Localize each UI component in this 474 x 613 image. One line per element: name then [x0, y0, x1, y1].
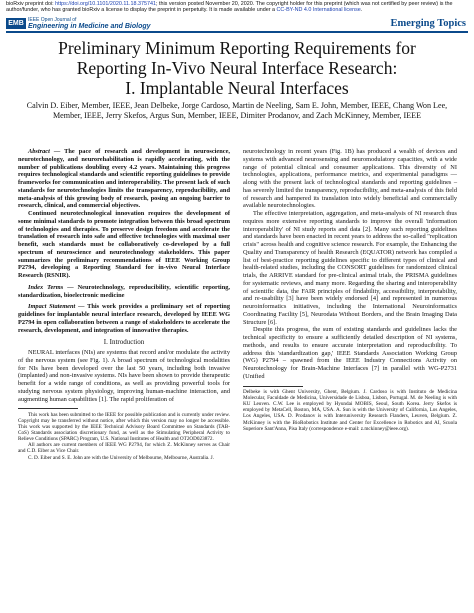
footnote-rule: [18, 408, 78, 409]
right-paragraph-1: neurotechnology in recent years (Fig. 1B) has produced a wealth of devices and systems with advanced neurosensing and neuromodulatory capacities, with a wide range of potential clinical and consumer applications. This diversity of NI technologies, applications, performance metrics, and experimental paradigms — along with the present lack of technological standards and reporting guidelines – has severely limited the transparency, reproducibility, and meta-analysis of this field of research and hampered its translation into widely beneficial and commercially available neurotechnologies.: [243, 148, 457, 210]
footnote-funding: This work has been submitted to the IEEE for possible publication and is currently under review. Copyright may be transferred without notice, after which this version may no longer be accessible. This work was supported by the IEEE Technical Advisory Board Committee on Standards (TAB-CoS) Standards association discretionary fund, as well as the Stimulating Peripheral Activity to Relieve Conditions (SPARC) Program, U.S. National Institutes of Health and OT2OD023872.: [18, 411, 230, 443]
header-rule: [6, 31, 468, 33]
impact-statement: [18, 303, 230, 334]
right-column: [243, 148, 457, 432]
preprint-notice: [6, 1, 468, 13]
emb-logo: EMB: [6, 18, 26, 29]
journal-prefix: IEEE Open Journal of: [28, 17, 77, 23]
impact-label: Impact Statement: [28, 303, 76, 311]
preprint-line2: (which was not certified by peer review) is the author/funder, who has granted bioRxiv a license to display the preprint in perpetuity. It is made: [6, 1, 453, 14]
abstract-text-1: — The pace of research and development in neuroscience, neurotechnology, and neurorehabilitation is rapidly accelerating, with the number of publications doubling every 4.2 years. Maintaining this progress requires technological standards and scientific reporting guidelines to provide frameworks for communication and interoperability. The present lack of such standards for neurotechnologies limits the transparency, reproducibility, and meta-analysis of this growing body of research, posing an ongoing barrier to research, clinical, and commercial objectives.: [18, 148, 230, 210]
license-link[interactable]: CC-BY-ND 4.0 International license: [276, 7, 361, 14]
footnote-affiliations: C. D. Eiber and S. E. John are with the University of Melbourne, Melbourne, Australia. J.: [28, 454, 214, 461]
preprint-line1b: ; this version posted November 20, 2020. The copyright holder for this preprint: [155, 1, 343, 7]
abstract-paragraph-1: [18, 148, 230, 210]
preprint-line1: bioRxiv preprint doi:: [6, 1, 56, 7]
right-footnote-rule: [243, 386, 303, 387]
left-column: [18, 148, 230, 461]
paper-title: [20, 38, 454, 98]
impact-text: — This work provides a preliminary set of reporting guidelines for implantable neural interface research, developed by IEEE WG P2794 in open collaboration between a range of stakeholders to accelerate the research, development, and integration of innovative therapies.: [18, 303, 230, 334]
section-topic: Emerging Topics: [390, 18, 466, 29]
doi-link[interactable]: https://doi.org/10.1101/2020.11.18.375741: [55, 1, 156, 7]
preprint-line3b: .: [360, 7, 363, 14]
section-heading: I. Introduction: [103, 338, 145, 347]
preprint-line3: available under a: [233, 7, 275, 14]
author-list: Calvin D. Eiber, Member, IEEE, Jean Delbeke, Jorge Cardoso, Martin de Neeling, Sam E. John, Member, IEEE, Chang Won Lee, Member, IEEE, Jerry Skefos, Argus Sun, Member, IEEE, Dimiter Prodanov, and Zach McKinney, Member, IEEE: [26, 101, 448, 121]
right-paragraph-3: Despite this progress, the sum of existing standards and guidelines lacks the technical specificity to ensure a sufficiently detailed description of NI systems, methods, and results to ensure accurate interpretation and reproducibility. To address this 'standardization gap,' IEEE Standards Association Working Group (WG) P2794 – spawned from the IEEE Industry Connections Activity on Neurotechnology for Brain-Machine Interfaces [7] in parallel with WG-P2731 (Unified: [243, 326, 457, 380]
abstract-label: Abstract: [28, 148, 50, 155]
right-footnote-affiliations: Delbeke is with Ghent University, Ghent, Belgium. J. Cardoso is with Instituto de Medicina Molecular, Faculdade de Medicina, Universidade de Lisboa, Lisbon, Portugal. M. de Neeling is with KU Leuven. C.W. Lee is employed by Hyundai MOBIS, Seoul, South Korea. Jerry Skefos is employed by MetaCell, Boston, MA, USA. A. Sun is with the University of California, Los Angeles, Los Angeles, USA. D. Prodanov is with Interuniversity Research Flanders, Leuven, Belgium. Z. McKinney is with the BioRobotics Institute and Center for Excellence in Robotics and AI, Scuola Superiore Sant'Anna, Pisa Italy (correspondence e-mail: z.mckinney@ieee.org).: [243, 389, 457, 432]
title-line-1: Preliminary Minimum Reporting Requirements for: [58, 38, 416, 58]
footnote-authors: All authors are current members of IEEE WG P2794, for which Z. McKinney serves as Chair and C.D. Eiber as Vice Chair.: [18, 442, 230, 455]
right-paragraph-2: The effective interpretation, aggregation, and meta-analysis of NI research thus requires more extensive reporting standards to improve the overall 'information interoperability' of NI study reports and data [2]. Many such reporting guidelines and standards have been enacted in recent years to address the so-called "replication crisis" across health and cognitive science research. For example, the Enhancing the Quality and Transparency of health Research (EQUATOR) network has compiled a list of best-practice reporting guidelines specific to different types of clinical and health-related studies, including the CONSORT guidelines for randomized clinical trials, the ARRIVE standard for pre-clinical animal trials, the PRISMA guidelines for systematic reviews, and many more. Regarding the sharing and interoperability of scientific data, the FAIR principles of findability, accessibility, interpretability, and re-usability [3] have been widely endorsed [4] and represented in numerous neuroinformatics initiatives, including the International Neuroinformatics Coordinating Facility [5], Neurodata Without Borders, and the Brain Imaging Data Structure [6].: [243, 210, 457, 326]
intro-paragraph: NEURAL interfaces (NIs) are systems that record and/or modulate the activity of the nervous system (see Fig. 1). A broad spectrum of technological modalities for NIs have been developed over the last 50 years, including both invasive (implanted) and non-invasive systems. NIs have been shown to provide therapeutic benefit for a wide range of conditions, as well as providing powerful tools for studying nervous system physiology, improving human-machine interaction, and augmenting human capabilities [1]. The rapid proliferation of: [18, 349, 230, 403]
title-line-2: Reporting In-Vivo Neural Interface Research:: [76, 58, 398, 78]
index-terms-label: Index Terms: [28, 283, 64, 291]
index-terms-text: — Neurotechnology, reproducibility, scientific reporting, standardization, bioelectronic medicine: [18, 283, 230, 299]
journal-name: Engineering in Medicine and Biology: [28, 23, 151, 30]
title-line-3: I. Implantable Neural Interfaces: [125, 78, 349, 98]
index-terms: [18, 284, 230, 300]
abstract-paragraph-2: Continued neurotechnological innovation requires the development of some minimal standards to promote integration between this broad spectrum of technologies and therapies. To preserve design freedom and accelerate the translation of research into safe and effective technologies with maximal user benefit, such standards must be collaboratively co-developed by a full spectrum of neuroscience and neurotechnology stakeholders. This paper summarizes the preliminary recommendations of IEEE Working Group P2794, developing a Reporting Standard for in-vivo Neural Interface Research (RSNIR).: [18, 210, 230, 279]
